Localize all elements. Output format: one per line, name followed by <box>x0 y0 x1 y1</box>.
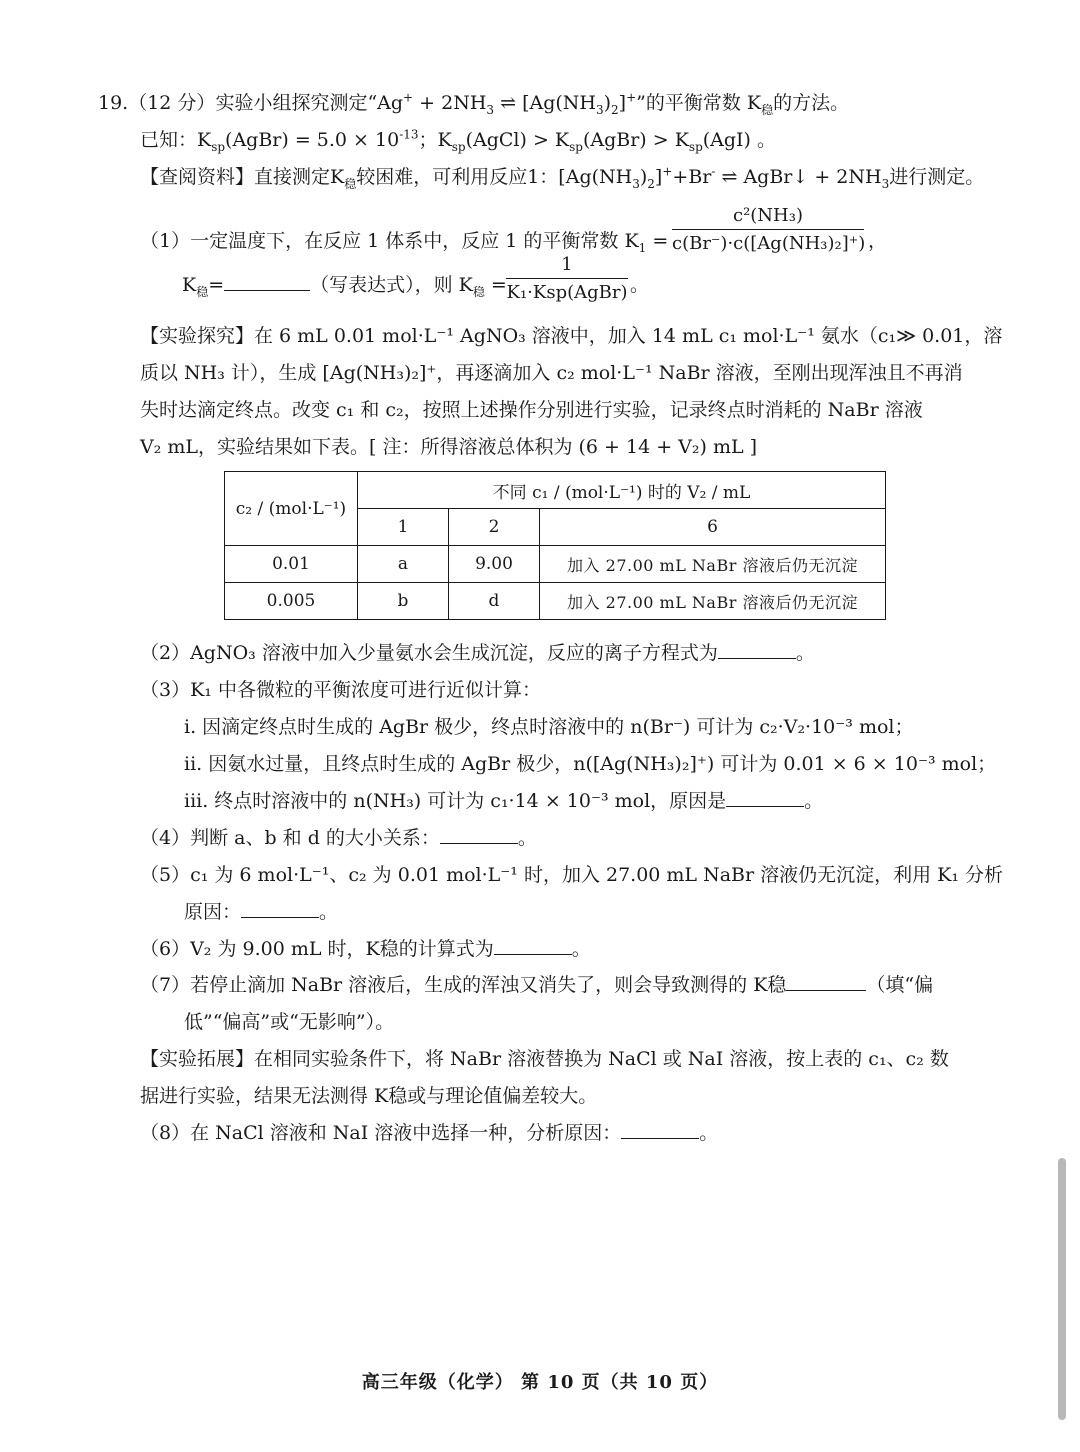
answer-blank[interactable] <box>726 788 804 807</box>
equilibrium-arrow-icon: ⇌ <box>500 92 517 114</box>
answer-blank[interactable] <box>440 825 518 844</box>
question-7: （7）若停止滴加 NaBr 溶液后，生成的浑浊又消失了，则会导致测得的 K稳 （填“偏 <box>140 974 934 996</box>
experiment-line-1: 【实验探究】在 6 mL 0.01 mol·L⁻¹ AgNO₃ 溶液中，加入 14 mL c₁ mol·L⁻¹ 氨水（c₁≫ 0.01，溶 <box>140 325 1003 347</box>
kwen-fraction: 1 K₁·Ksp(AgBr) <box>506 254 628 303</box>
part1-line: （1）一定温度下，在反应 1 体系中，反应 1 的平衡常数 $K_1$ = <box>140 230 669 255</box>
question-5: （5）c₁ 为 6 mol·L⁻¹、c₂ 为 0.01 mol·L⁻¹ 时，加入 27.00 mL NaBr 溶液仍无沉淀，利用 K₁ 分析 <box>140 864 1004 886</box>
question-3-i: i. 因滴定终点时生成的 AgBr 极少，终点时溶液中的 n(Br⁻) 可计为 c₂·V₂·10⁻³ mol； <box>184 716 914 738</box>
question-3-iii: iii. 终点时溶液中的 n(NH₃) 可计为 c₁·14 × 10⁻³ mol，原因是 。 <box>184 790 824 812</box>
question-5-cont: 原因： 。 <box>184 901 339 923</box>
known-line: 已知：$K_{sp}(AgBr) = 5.0 \times 10^{-13}$；$K_{sp}(AgCl)$ > $K_{sp}(AgBr) > K_{sp}(AgI)$ 。 <box>140 127 777 154</box>
question-2: （2）AgNO₃ 溶液中加入少量氨水会生成沉淀，反应的离子方程式为 。 <box>140 642 815 664</box>
experiment-line-4: V₂ mL，实验结果如下表。[ 注：所得溶液总体积为 (6 + 14 + V₂) mL ] <box>140 436 758 458</box>
answer-blank[interactable] <box>621 1120 699 1139</box>
answer-blank[interactable] <box>718 640 796 659</box>
question-8: （8）在 NaCl 溶液和 NaI 溶液中选择一种，分析原因： 。 <box>140 1122 719 1144</box>
question-3: （3）K₁ 中各微粒的平衡浓度可进行近似计算： <box>140 679 541 701</box>
exam-page: 19.（12 分）实验小组探究测定“$Ag^+ + 2NH_3$ ⇌ $[Ag(NH_3)_2]^+$”的平衡常数 $K_稳$的方法。 已知：$K_{sp}(AgBr) = 5.0 \times 10^{-13}$；$K_{sp}(AgCl)$ > $K_{sp}(AgBr) > K_{sp}(AgI)$ 。 【查阅资料】直接测定$K_稳$较困难，可利用反应1：$[Ag(NH_3)_2]^++Br^-$ ⇌ AgBr↓ + $2NH_3$进行测定。 （1）一定温度下，在反应 1 体系中，反应 1 的平衡常数 $K_1$ = c²(NH₃) c(Br⁻)·c([Ag(NH₃)₂]⁺) ， $K_稳=$ （写表达式），则 $K_稳$ = 1 K₁·Ksp(AgBr) 。 【实验探究】在 6 mL 0.01 mol·L⁻¹ AgNO₃ 溶液中，加入 14 mL c₁ mol·L⁻¹ 氨水（c₁≫ 0.01，溶 质以 NH₃ 计），生成 [Ag(NH₃)₂]⁺，再逐滴加入 c₂ mol·L⁻¹ NaBr 溶液，至刚出现浑浊且不再消 失时达滴定终点。改变 c₁ 和 c₂，按照上述操作分别进行实验，记录终点时消耗的 NaBr 溶液 V₂ mL，实验结果如下表。[ 注：所得溶液总体积为 (6 + 14 + V₂) mL ] c₂ / (mol·L⁻¹) 不同 c₁ / (mol·L⁻¹) 时的 V₂ / mL 1 2 6 0.01 a 9.00 加入 27.00 mL NaBr 溶液后仍无沉淀 0.005 b d 加入 27.00 mL NaBr 溶液后仍无沉淀 （2）AgNO₃ 溶液中加入少量氨水会生成沉淀，反应的离子方程式为 。 （3）K₁ 中各微粒的平衡浓度可进行近似计算： i. 因滴定终点时生成的 AgBr 极少，终点时溶液中的 n(Br⁻) 可计为 c₂·V₂·10⁻³ mol； ii. 因氨水过量，且终点时生成的 AgBr 极少，n([Ag(NH₃)₂]⁺) 可计为 0.01 × 6 × 10⁻³ mol； iii. 终点时溶液中的 n(NH₃) 可计为 c₁·14 × 10⁻³ mol，原因是 。 （4）判断 a、b 和 d 的大小关系： 。 （5）c₁ 为 6 mol·L⁻¹、c₂ 为 0.01 mol·L⁻¹ 时，加入 27.00 mL NaBr 溶液仍无沉淀，利用 K₁ 分析 原因： 。 （6）V₂ 为 9.00 mL 时，K稳的计算式为 。 （7）若停止滴加 NaBr 溶液后，生成的浑浊又消失了，则会导致测得的 K稳 （填“偏 低”“偏高”或“无影响”）。 【实验拓展】在相同实验条件下，将 NaBr 溶液替换为 NaCl 或 NaI 溶液，按上表的 c₁、c₂ 数 据进行实验，结果无法测得 K稳或与理论值偏差较大。 （8）在 NaCl 溶液和 NaI 溶液中选择一种，分析原因： 。 高三年级（化学） 第 10 页（共 10 页） <box>0 0 1080 1452</box>
page-footer: 高三年级（化学） 第 10 页（共 10 页） <box>361 1372 719 1393</box>
question-3-ii: ii. 因氨水过量，且终点时生成的 AgBr 极少，n([Ag(NH₃)₂]⁺) 可计为 0.01 × 6 × 10⁻³ mol； <box>184 753 997 775</box>
question-7-cont: 低”“偏高”或“无影响”）。 <box>184 1011 395 1033</box>
extension-line-2: 据进行实验，结果无法测得 K稳或与理论值偏差较大。 <box>140 1085 598 1107</box>
table-row: 0.005 b d 加入 27.00 mL NaBr 溶液后仍无沉淀 <box>225 583 886 620</box>
table-group-header: 不同 c₁ / (mol·L⁻¹) 时的 V₂ / mL <box>358 472 886 509</box>
k1-fraction: c²(NH₃) c(Br⁻)·c([Ag(NH₃)₂]⁺) <box>672 205 866 254</box>
question-number: 19. <box>98 92 129 114</box>
reference-line: 【查阅资料】直接测定$K_稳$较困难，可利用反应1：$[Ag(NH_3)_2]^++Br^-$ ⇌ AgBr↓ + $2NH_3$进行测定。 <box>140 164 985 191</box>
question-6: （6）V₂ 为 9.00 mL 时，K稳的计算式为 。 <box>140 938 591 960</box>
question-4: （4）判断 a、b 和 d 的大小关系： 。 <box>140 827 537 849</box>
experiment-line-2: 质以 NH₃ 计），生成 [Ag(NH₃)₂]⁺，再逐滴加入 c₂ mol·L⁻¹ NaBr 溶液，至刚出现浑浊且不再消 <box>140 362 963 384</box>
scrollbar[interactable] <box>1058 1158 1066 1420</box>
kwen-line: $K_稳=$ （写表达式），则 $K_稳$ = <box>182 274 507 299</box>
answer-blank[interactable] <box>224 272 310 291</box>
table-col-header: 1 <box>358 509 449 546</box>
question-header: 19.（12 分）实验小组探究测定“$Ag^+ + 2NH_3$ ⇌ $[Ag(NH_3)_2]^+$”的平衡常数 $K_稳$的方法。 <box>98 90 850 117</box>
answer-blank[interactable] <box>241 899 319 918</box>
table-row: 0.01 a 9.00 加入 27.00 mL NaBr 溶液后仍无沉淀 <box>225 546 886 583</box>
equilibrium-arrow-icon: ⇌ <box>721 166 738 188</box>
table-corner-header: c₂ / (mol·L⁻¹) <box>225 472 358 546</box>
extension-line-1: 【实验拓展】在相同实验条件下，将 NaBr 溶液替换为 NaCl 或 NaI 溶液，按上表的 c₁、c₂ 数 <box>140 1048 949 1070</box>
results-table <box>224 471 886 620</box>
answer-blank[interactable] <box>494 936 572 955</box>
table-col-header: 6 <box>540 509 886 546</box>
table-col-header: 2 <box>449 509 540 546</box>
experiment-line-3: 失时达滴定终点。改变 c₁ 和 c₂，按照上述操作分别进行实验，记录终点时消耗的 NaBr 溶液 <box>140 399 923 421</box>
answer-blank[interactable] <box>786 972 866 991</box>
